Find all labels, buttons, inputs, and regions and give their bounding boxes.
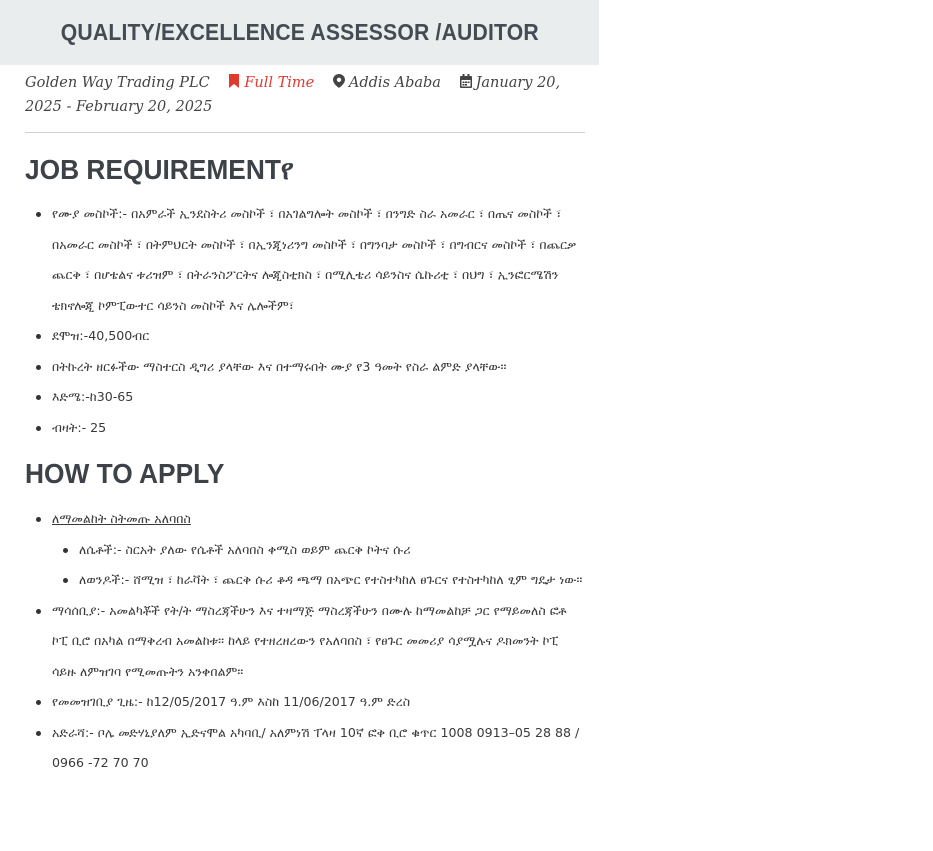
- job-meta: [25, 71, 585, 119]
- list-item: ለሴቶች:- ስርአት ያለው የሴቶች አለባበስ ቀሚስ ወይም ጨርቅ ኮትና ሱሪ: [52, 535, 585, 566]
- apply-list: [25, 504, 585, 779]
- job-dates-label: January 20, 2025 - February 20, 2025: [25, 75, 561, 115]
- list-item: የመመዝገቢያ ጊዜ:- ከ12/05/2017 ዓ.ም እስከ 11/06/2017 ዓ.ም ድረስ: [25, 687, 585, 718]
- job-title: QUALITY/EXCELLENCE ASSESSOR /AUDITOR: [60, 19, 539, 45]
- list-item: በትኩረት ዘርፉችው ማስተርስ ዲግሪ ያላቸው እና በተማሩበት ሙያ የ3 ዓመት የስራ ልምድ ያላቸው፡፡: [25, 352, 585, 383]
- how-to-apply-heading: HOW TO APPLY: [25, 458, 225, 489]
- job-location-label: Addis Ababa: [348, 75, 441, 91]
- job-type[interactable]: [228, 75, 319, 91]
- map-marker-icon: [333, 74, 345, 88]
- bookmark-icon: [228, 74, 240, 88]
- list-item: ብዛት:- 25: [25, 413, 585, 444]
- list-item: ማሳሰቢያ:- አመልካቾች የት/ት ማስረጃችሁን እና ተዛማጅ ማስረጃችሁን በሙሉ ከማመልከቻ ጋር የማይመለስ ፎቶ ኮፒ ቢሮ በአካል በማቅረብ አመልከቱ፡፡ ከላይ የተዘረዘረውን የአለባበስ ፣ የፀጉር መመሪያ ሳያሟሉና ዶክመንት ኮፒ ሳይዙ ለምዝገባ የሚመጡትን አንቀበልም፡፡: [25, 596, 585, 688]
- divider: [25, 132, 585, 133]
- list-item: አድራሻ:- ቦሌ መድሃኒያለም ኢድናሞል አካባቢ/ አለምነሽ ፐላዛ 10ኛ ፎቅ ቢሮ ቁጥር 1008 0913–05 28 88 / 0966 -72 70 70: [25, 718, 585, 779]
- job-title-banner: [0, 0, 599, 65]
- job-type-label: Full Time: [244, 75, 315, 91]
- list-item-dress-code: [25, 504, 585, 596]
- job-requirement-heading: JOB REQUIREMENTየ: [25, 154, 294, 185]
- dress-code-label: ለማመልከት ስትመጡ አለባበስ: [52, 511, 191, 526]
- requirements-list: [25, 199, 585, 443]
- job-location[interactable]: [333, 75, 446, 91]
- company-name[interactable]: Golden Way Trading PLC: [25, 75, 210, 91]
- calendar-icon: [460, 74, 472, 88]
- list-item: እድሜ:-ከ30-65: [25, 382, 585, 413]
- list-item: ደሞዝ:-40,500ብር: [25, 321, 585, 352]
- list-item: የሙያ መስኮች:- በአምራች ኢንደስትሪ መስኮች ፣ በአገልግሎት መስኮች ፣ በንግድ ስራ አመራር ፣ በጤና መስኮች ፣ በአመራር መስኮች ፣ በትምህርት መስኮች ፣ በኢንጂነሪንግ መስኮች ፣ በግንባታ መስኮች ፣ በግብርና መስኮች ፣ በጨርቃ ጨርቅ ፣ በሆቴልና ቱሪዝም ፣ በትራንስፖርትና ሎጂስቲክስ ፣ በሚሊቴሪ ሳይንስና ሴኩሪቲ ፣ በህግ ፣ ኢንፎርሜሽን ቴክኖሎጂ ኮምፒውተር ሳይንስ መስኮች እና ሌሎችም፣: [25, 199, 585, 321]
- dress-code-sublist: [52, 535, 585, 596]
- list-item: ለወንዶች:- ሸሚዝ ፣ ከራቫት ፣ ጨርቅ ሱሪ ቆዳ ጫማ በአጭር የተስተካከለ ፀጉርና የተስተካከለ ፂም ግዴታ ነው፡፡: [52, 565, 585, 596]
